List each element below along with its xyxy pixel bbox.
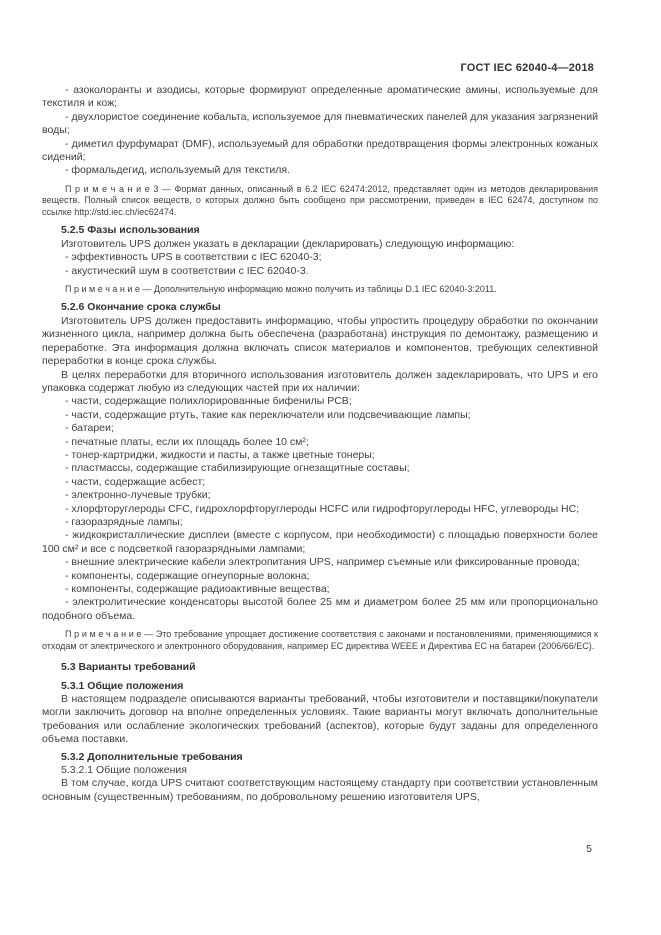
list-item: - батареи; <box>65 422 114 435</box>
note: П р и м е ч а н и е — Дополнительную информацию можно получить из таблицы D.1 IEC 62040-3:2011. <box>65 283 497 294</box>
paragraph: Изготовитель UPS должен предоставить информацию, чтобы упростить процедуру обработки по окончании жизненного цикла, например должна быть обеспечена (разработана) инструкция по демонтажу, размещению и переработке. Эта информация должна включать список материалов и компонентов, требующих селективной переработки в конце срока службы. <box>42 314 598 368</box>
section-heading-5-2-6: 5.2.6 Окончание срока службы <box>61 301 221 314</box>
paragraph: В целях переработки для вторичного использования изготовитель должен задекларировать, что UPS и его упаковка содержат любую из следующих частей при их наличии: <box>42 368 598 394</box>
paragraph: Изготовитель UPS должен указать в декларации (декларировать) следующую информацию: <box>61 237 515 250</box>
list-item: - части, содержащие ртуть, такие как переключатели или подсвечивающие лампы; <box>65 408 471 421</box>
list-item: - электролитические конденсаторы высотой более 25 мм и диаметром более 25 мм или пропорционально подобного объема. <box>42 596 598 622</box>
list-item: - электронно-лучевые трубки; <box>65 489 211 502</box>
running-header: ГОСТ IEC 62040-4—2018 <box>460 62 594 74</box>
list-item: - печатные платы, если их площадь более 10 см²; <box>65 435 309 448</box>
list-item: - формальдегид, используемый для текстиля. <box>65 164 290 177</box>
paragraph: В том случае, когда UPS считают соответствующим настоящему стандарту при соответствии установленным основным (существенным) требованиям, по добровольному решению изготовителя UPS, <box>42 777 598 803</box>
subsection-heading-5-3-2-1: 5.3.2.1 Общие положения <box>61 764 187 777</box>
list-item: - внешние электрические кабели электропитания UPS, например съемные или фиксированные провода; <box>65 556 580 569</box>
paragraph: В настоящем подразделе описываются варианты требований, чтобы изготовители и поставщики/покупатели могли заключить договор на вполне определенных условиях. Такие варианты могут включать дополнительные требования или ослабление экологических требований (аспектов), которые будут заданы для определенного объема поставки. <box>42 693 598 746</box>
list-item: - компоненты, содержащие огнеупорные волокна; <box>65 569 310 582</box>
list-item: - части, содержащие полихлорированные бифенилы PCB; <box>65 395 352 408</box>
page-number: 5 <box>586 843 592 855</box>
list-item: - азоколоранты и азодисы, которые формируют определенные ароматические амины, используемые для текстиля и кож; <box>42 84 598 110</box>
note: П р и м е ч а н и е 3 — Формат данных, описанный в 6.2 IEC 62474:2012, представляет один из методов декларирования веществ. Полный список веществ, о которых должно быть сообщено при рассмотрении, приведен в IEC 62474, доступном по ссылке http://std.iec.ch/iec62474. <box>42 183 598 217</box>
section-heading-5-3-2: 5.3.2 Дополнительные требования <box>61 750 243 763</box>
list-item: - хлорфторуглероды CFC, гидрохлорфторуглероды HCFC или гидрофторуглероды HFC, углевороды HC; <box>65 502 580 515</box>
note: П р и м е ч а н и е — Это требование упрощает достижение соответствия с законами и постановлениями, применяющимися к отходам от электрического и электронного оборудования, например ЕС директива WEEE и Директива ЕС на батареи (2006/66/EC). <box>42 629 598 651</box>
section-heading-5-3-1: 5.3.1 Общие положения <box>61 679 184 692</box>
list-item: - части, содержащие асбест; <box>65 475 206 488</box>
section-heading-5-2-5: 5.2.5 Фазы использования <box>61 224 200 237</box>
list-item: - газоразрядные лампы; <box>65 515 183 528</box>
section-heading-5-3: 5.3 Варианты требований <box>61 661 196 674</box>
list-item: - жидкокристаллические дисплеи (вместе с корпусом, при необходимости) с площадью поверхности более 100 см² и все с подсветкой газоразрядными лампами; <box>42 529 598 555</box>
list-item: - эффективность UPS в соответствии с IEC 62040-3; <box>65 251 322 264</box>
list-item: - компоненты, содержащие радиоактивные вещества; <box>65 583 330 595</box>
list-item: - акустический шум в соответствии с IEC 62040-3. <box>65 264 309 277</box>
document-content <box>42 84 598 804</box>
list-item: - тонер-картриджи, жидкости и пасты, а также цветные тонеры; <box>65 448 375 461</box>
list-item: - пластмассы, содержащие стабилизирующие огнезащитные составы; <box>65 462 410 475</box>
list-item: - диметил фурфумарат (DMF), используемый для обработки предотвращения формы электронных кожаных сидений; <box>42 137 598 164</box>
list-item: - двухлористое соединение кобальта, используемое для пневматических панелей для указания загрязнений воды; <box>42 110 598 137</box>
